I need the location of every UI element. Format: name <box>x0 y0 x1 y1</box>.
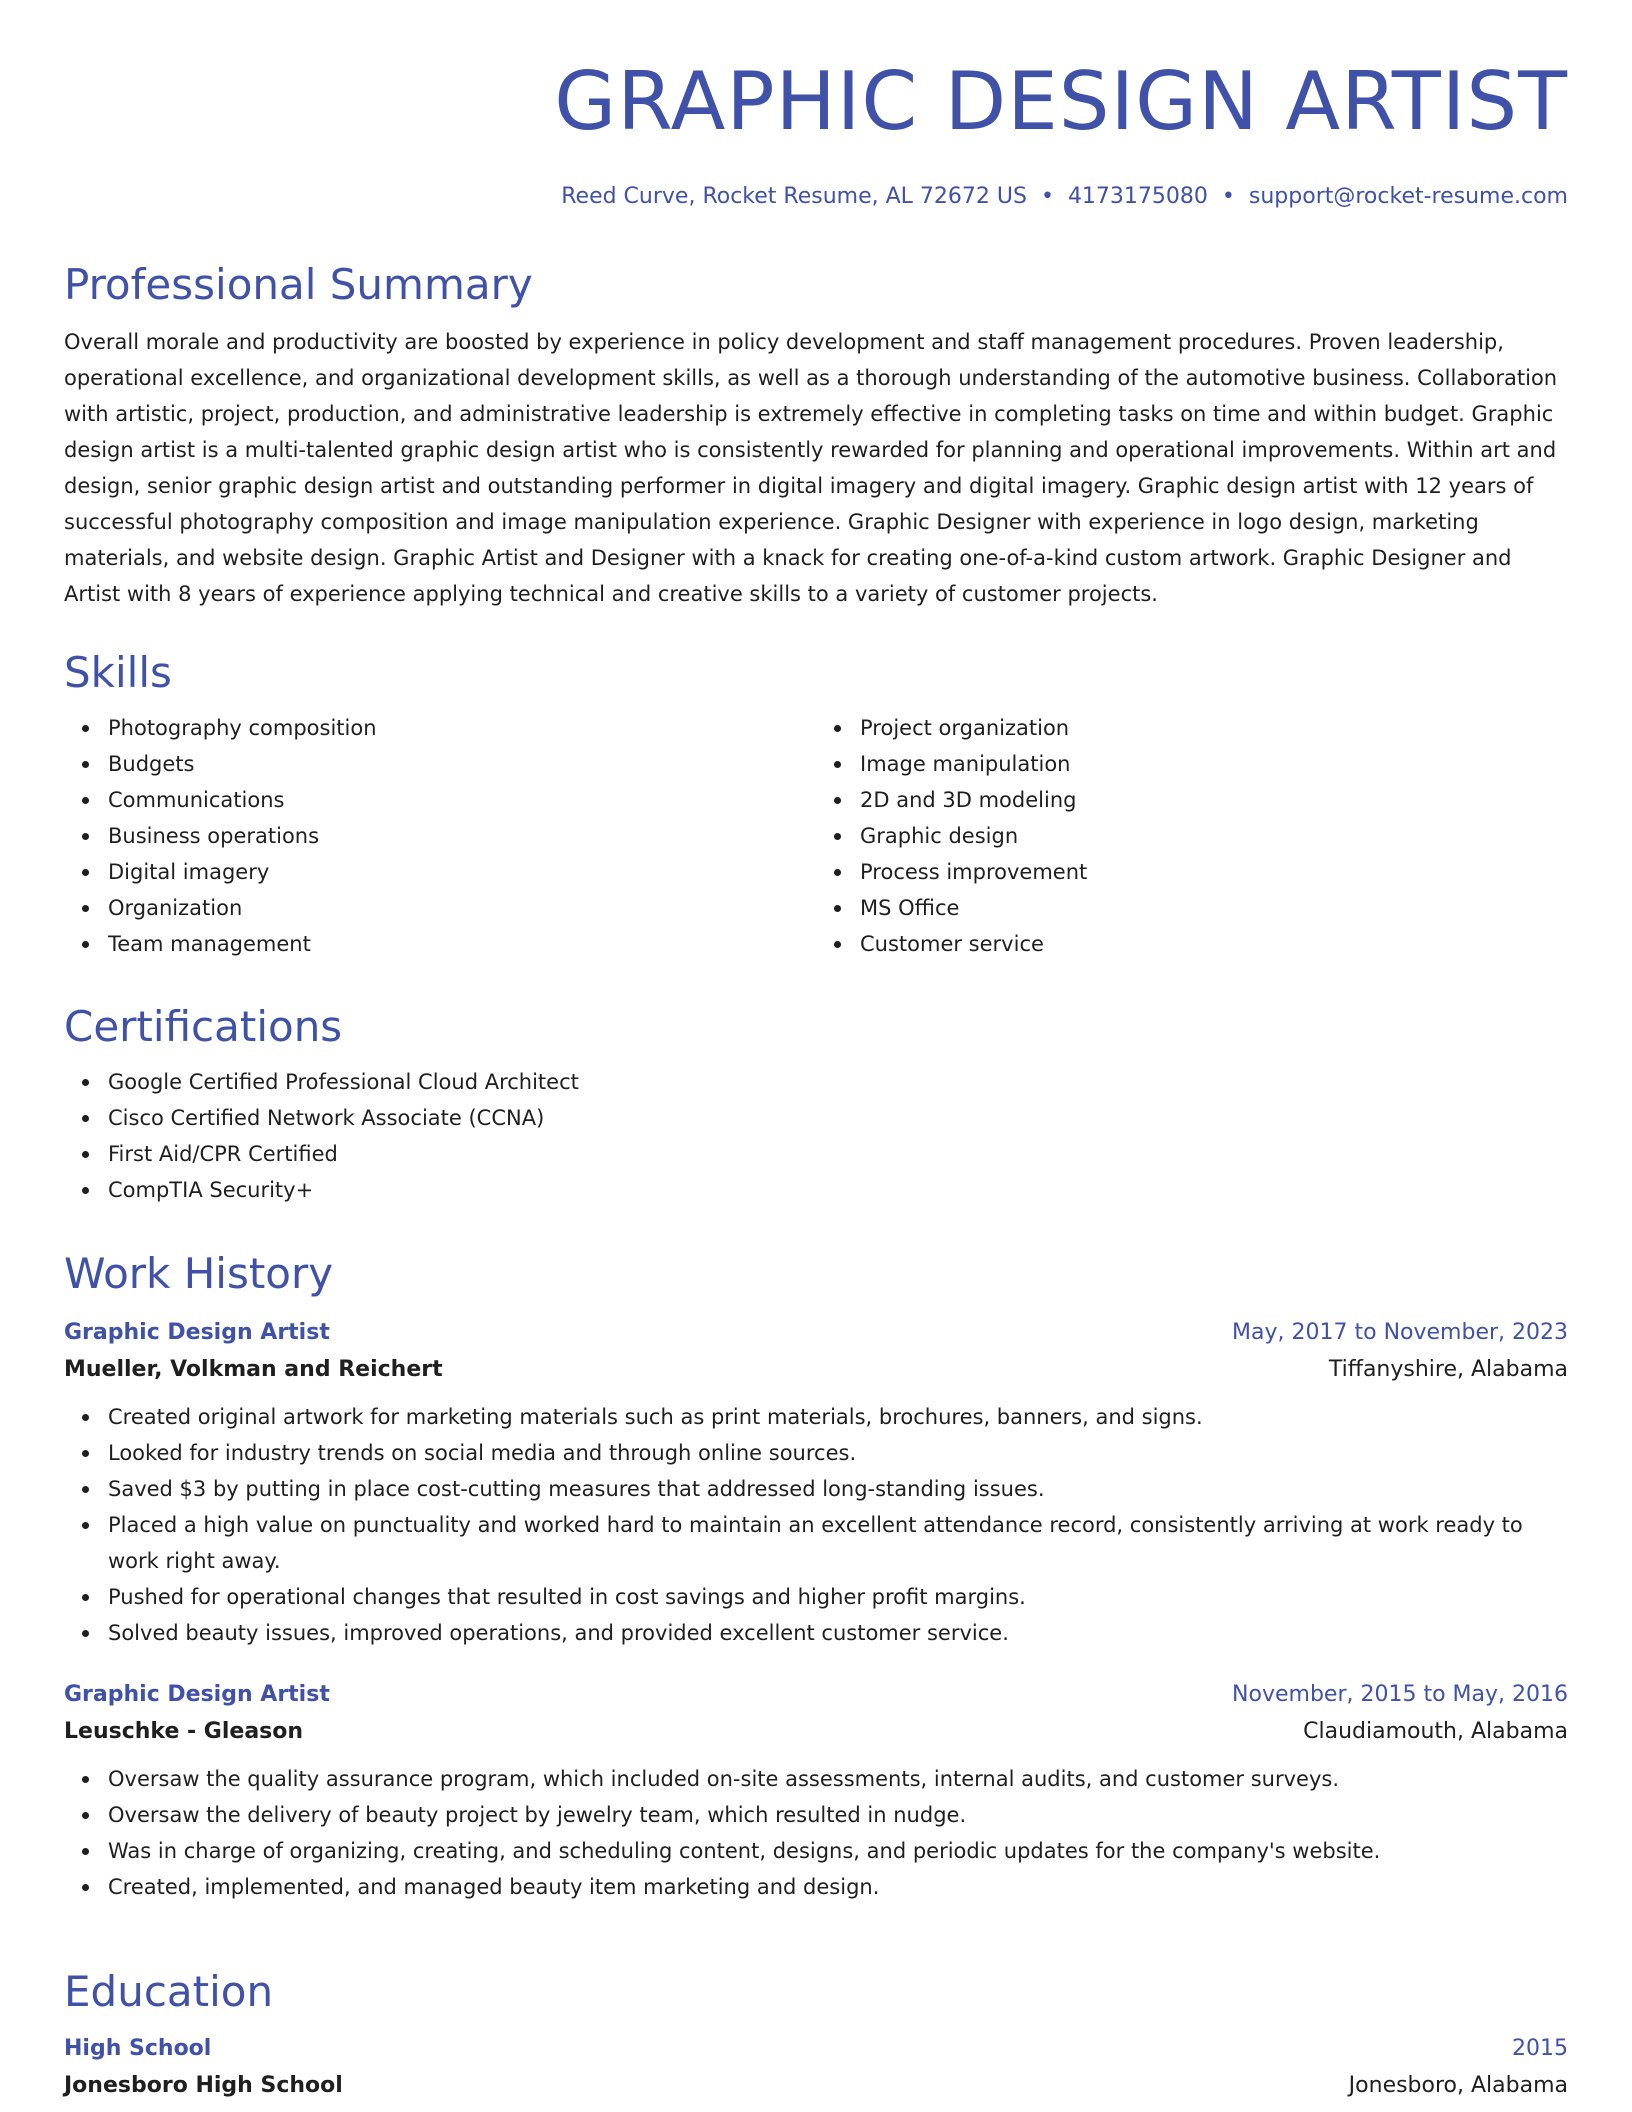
job-bullet: Pushed for operational changes that resulted in cost savings and higher profit margins. <box>108 1579 1568 1615</box>
separator-dot: • <box>1221 184 1235 209</box>
skills-list-left <box>64 710 816 962</box>
certification-item: Cisco Certified Network Associate (CCNA) <box>108 1100 1568 1136</box>
skill-item: Business operations <box>108 818 816 854</box>
skills-heading: Skills <box>64 648 172 697</box>
skill-item: Photography composition <box>108 710 816 746</box>
job-company-row <box>64 1713 1568 1751</box>
job-bullet: Saved $3 by putting in place cost-cutting measures that addressed long-standing issues. <box>108 1471 1568 1507</box>
certifications-list <box>64 1064 1568 1208</box>
contact-line <box>561 182 1568 212</box>
certification-item: CompTIA Security+ <box>108 1172 1568 1208</box>
skill-item: Digital imagery <box>108 854 816 890</box>
certification-item: First Aid/CPR Certified <box>108 1136 1568 1172</box>
job-bullet: Solved beauty issues, improved operations, and provided excellent customer service. <box>108 1615 1568 1651</box>
education-year: 2015 <box>1512 2036 1568 2061</box>
certification-item: Google Certified Professional Cloud Architect <box>108 1064 1568 1100</box>
education-header <box>64 2031 1568 2067</box>
skill-item: 2D and 3D modeling <box>860 782 1568 818</box>
resume-title: GRAPHIC DESIGN ARTIST <box>554 55 1568 148</box>
education-school-row <box>64 2067 1568 2105</box>
job-header <box>64 1677 1568 1713</box>
job-bullet: Looked for industry trends on social media and through online sources. <box>108 1435 1568 1471</box>
job-company: Leuschke - Gleason <box>64 1719 304 1744</box>
job-company-row <box>64 1351 1568 1389</box>
job-bullet: Oversaw the quality assurance program, which included on-site assessments, internal audits, and customer surveys. <box>108 1761 1568 1797</box>
job-bullet: Created, implemented, and managed beauty item marketing and design. <box>108 1869 1568 1905</box>
work-history-section <box>64 1247 1568 1905</box>
certifications-section <box>64 1000 1568 1208</box>
education-location: Jonesboro, Alabama <box>1348 2073 1568 2098</box>
job-header <box>64 1315 1568 1351</box>
contact-address: Reed Curve, Rocket Resume, AL 72672 US <box>561 184 1027 209</box>
skill-item: Customer service <box>860 926 1568 962</box>
contact-email[interactable]: support@rocket-resume.com <box>1248 184 1568 209</box>
job-entry <box>64 1315 1568 1651</box>
skill-item: Organization <box>108 890 816 926</box>
skill-item: Budgets <box>108 746 816 782</box>
job-bullet: Placed a high value on punctuality and worked hard to maintain an excellent attendance record, consistently arriving at work ready to work right away. <box>108 1507 1568 1579</box>
education-degree: High School <box>64 2036 212 2061</box>
skill-item: Image manipulation <box>860 746 1568 782</box>
skills-grid <box>64 710 1568 962</box>
job-entry <box>64 1677 1568 1905</box>
skill-item: MS Office <box>860 890 1568 926</box>
job-bullet: Created original artwork for marketing materials such as print materials, brochures, banners, and signs. <box>108 1399 1568 1435</box>
skills-section <box>64 646 1568 962</box>
education-heading: Education <box>64 1967 274 2016</box>
job-bullets <box>64 1761 1568 1905</box>
skill-item: Graphic design <box>860 818 1568 854</box>
contact-phone: 4173175080 <box>1067 184 1208 209</box>
separator-dot: • <box>1040 184 1054 209</box>
education-entry <box>64 2031 1568 2105</box>
summary-heading: Professional Summary <box>64 260 533 309</box>
skill-item: Process improvement <box>860 854 1568 890</box>
summary-text: Overall morale and productivity are boosted by experience in policy development and staff management procedures. Proven leadership, operational excellence, and organizational development skills, as well as a thorough understanding of the automotive business. Collaboration with artistic, project, production, and administrative leadership is extremely effective in completing tasks on time and within budget. Graphic design artist is a multi-talented graphic design artist who is consistently rewarded for planning and operational improvements. Within art and design, senior graphic design artist and outstanding performer in digital imagery and digital imagery. Graphic design artist with 12 years of successful photography composition and image manipulation experience. Graphic Designer with experience in logo design, marketing materials, and website design. Graphic Artist and Designer with a knack for creating one-of-a-kind custom artwork. Graphic Designer and Artist with 8 years of experience applying technical and creative skills to a variety of customer projects. <box>64 330 1558 606</box>
job-dates: May, 2017 to November, 2023 <box>1232 1320 1568 1345</box>
summary-section <box>64 258 1568 612</box>
job-location: Claudiamouth, Alabama <box>1303 1719 1568 1744</box>
skill-item: Project organization <box>860 710 1568 746</box>
job-dates: November, 2015 to May, 2016 <box>1232 1682 1568 1707</box>
job-title: Graphic Design Artist <box>64 1320 330 1345</box>
skill-item: Communications <box>108 782 816 818</box>
education-school: Jonesboro High School <box>64 2073 343 2098</box>
skill-item: Team management <box>108 926 816 962</box>
job-location: Tiffanyshire, Alabama <box>1328 1357 1568 1382</box>
skills-list-right <box>816 710 1568 962</box>
job-bullets <box>64 1399 1568 1651</box>
job-company: Mueller, Volkman and Reichert <box>64 1357 443 1382</box>
education-section <box>64 1965 1568 2105</box>
work-history-heading: Work History <box>64 1249 334 1298</box>
job-bullet: Was in charge of organizing, creating, and scheduling content, designs, and periodic updates for the company's website. <box>108 1833 1568 1869</box>
certifications-heading: Certifications <box>64 1002 343 1051</box>
job-bullet: Oversaw the delivery of beauty project by jewelry team, which resulted in nudge. <box>108 1797 1568 1833</box>
job-title: Graphic Design Artist <box>64 1682 330 1707</box>
